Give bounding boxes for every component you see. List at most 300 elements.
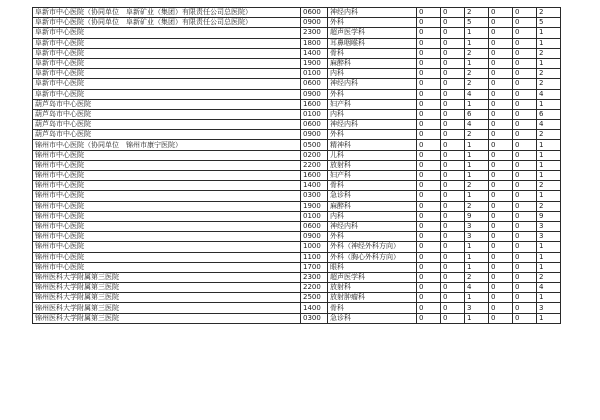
table-row — [33, 150, 561, 160]
table-row — [33, 272, 561, 282]
code-cell: 1400 — [301, 48, 328, 58]
count-cell-4: 0 — [489, 252, 513, 262]
count-cell-6: 3 — [537, 221, 561, 231]
count-cell-1: 0 — [417, 201, 441, 211]
count-cell-5: 0 — [513, 313, 537, 323]
hospital-cell: 锦州医科大学附属第三医院 — [33, 272, 301, 282]
count-cell-2: 0 — [441, 69, 465, 79]
count-cell-1: 0 — [417, 28, 441, 38]
count-cell-6: 1 — [537, 58, 561, 68]
count-cell-5: 0 — [513, 221, 537, 231]
count-cell-3: 1 — [465, 313, 489, 323]
count-cell-2: 0 — [441, 109, 465, 119]
count-cell-3: 1 — [465, 160, 489, 170]
count-cell-5: 0 — [513, 69, 537, 79]
count-cell-3: 3 — [465, 303, 489, 313]
code-cell: 0900 — [301, 232, 328, 242]
count-cell-6: 1 — [537, 140, 561, 150]
specialty-cell: 骨科 — [328, 303, 417, 313]
count-cell-4: 0 — [489, 130, 513, 140]
specialty-cell: 内科 — [328, 109, 417, 119]
hospital-cell: 锦州市中心医院（协同单位 锦州市康宁医院） — [33, 140, 301, 150]
count-cell-5: 0 — [513, 140, 537, 150]
count-cell-1: 0 — [417, 58, 441, 68]
count-cell-2: 0 — [441, 313, 465, 323]
code-cell: 0600 — [301, 120, 328, 130]
count-cell-5: 0 — [513, 242, 537, 252]
specialty-cell: 外科 — [328, 130, 417, 140]
count-cell-3: 1 — [465, 262, 489, 272]
hospital-cell: 阜新市中心医院 — [33, 28, 301, 38]
table-row — [33, 160, 561, 170]
table-row — [33, 313, 561, 323]
specialty-cell: 超声医学科 — [328, 28, 417, 38]
count-cell-3: 1 — [465, 99, 489, 109]
count-cell-3: 2 — [465, 8, 489, 18]
count-cell-5: 0 — [513, 109, 537, 119]
count-cell-5: 0 — [513, 171, 537, 181]
hospital-cell: 锦州市中心医院 — [33, 232, 301, 242]
hospital-cell: 锦州市中心医院 — [33, 201, 301, 211]
count-cell-3: 4 — [465, 120, 489, 130]
specialty-cell: 神经内科 — [328, 79, 417, 89]
count-cell-1: 0 — [417, 120, 441, 130]
count-cell-3: 1 — [465, 191, 489, 201]
count-cell-4: 0 — [489, 242, 513, 252]
table-row — [33, 181, 561, 191]
count-cell-5: 0 — [513, 232, 537, 242]
count-cell-1: 0 — [417, 150, 441, 160]
count-cell-6: 2 — [537, 130, 561, 140]
count-cell-5: 0 — [513, 38, 537, 48]
hospital-cell: 阜新市中心医院 — [33, 58, 301, 68]
count-cell-6: 4 — [537, 283, 561, 293]
specialty-cell: 内科 — [328, 211, 417, 221]
count-cell-6: 2 — [537, 272, 561, 282]
code-cell: 2500 — [301, 293, 328, 303]
hospital-cell: 阜新市中心医院（协同单位 阜新矿业（集团）有限责任公司总医院） — [33, 18, 301, 28]
count-cell-1: 0 — [417, 262, 441, 272]
hospital-cell: 锦州医科大学附属第三医院 — [33, 303, 301, 313]
count-cell-3: 6 — [465, 109, 489, 119]
count-cell-5: 0 — [513, 130, 537, 140]
count-cell-2: 0 — [441, 8, 465, 18]
table-row — [33, 48, 561, 58]
count-cell-6: 5 — [537, 18, 561, 28]
specialty-cell: 神经内科 — [328, 221, 417, 231]
count-cell-6: 4 — [537, 89, 561, 99]
code-cell: 0900 — [301, 89, 328, 99]
table-row — [33, 18, 561, 28]
count-cell-2: 0 — [441, 201, 465, 211]
table-row — [33, 171, 561, 181]
count-cell-4: 0 — [489, 18, 513, 28]
table-row — [33, 99, 561, 109]
hospital-cell: 锦州市中心医院 — [33, 242, 301, 252]
count-cell-5: 0 — [513, 262, 537, 272]
count-cell-5: 0 — [513, 99, 537, 109]
count-cell-1: 0 — [417, 313, 441, 323]
table-row — [33, 293, 561, 303]
count-cell-2: 0 — [441, 252, 465, 262]
count-cell-4: 0 — [489, 313, 513, 323]
count-cell-2: 0 — [441, 18, 465, 28]
count-cell-4: 0 — [489, 109, 513, 119]
count-cell-3: 3 — [465, 221, 489, 231]
code-cell: 1400 — [301, 181, 328, 191]
count-cell-4: 0 — [489, 150, 513, 160]
specialty-cell: 眼科 — [328, 262, 417, 272]
hospital-cell: 锦州医科大学附属第三医院 — [33, 283, 301, 293]
count-cell-4: 0 — [489, 181, 513, 191]
specialty-cell: 神经内科 — [328, 120, 417, 130]
count-cell-6: 6 — [537, 109, 561, 119]
count-cell-4: 0 — [489, 293, 513, 303]
hospital-cell: 葫芦岛市中心医院 — [33, 130, 301, 140]
specialty-cell: 内科 — [328, 69, 417, 79]
count-cell-1: 0 — [417, 140, 441, 150]
count-cell-6: 3 — [537, 303, 561, 313]
count-cell-1: 0 — [417, 89, 441, 99]
count-cell-4: 0 — [489, 201, 513, 211]
code-cell: 0100 — [301, 211, 328, 221]
count-cell-1: 0 — [417, 38, 441, 48]
count-cell-3: 2 — [465, 272, 489, 282]
count-cell-5: 0 — [513, 181, 537, 191]
specialty-cell: 超声医学科 — [328, 272, 417, 282]
count-cell-3: 1 — [465, 38, 489, 48]
count-cell-1: 0 — [417, 191, 441, 201]
code-cell: 0600 — [301, 8, 328, 18]
code-cell: 1600 — [301, 171, 328, 181]
code-cell: 0600 — [301, 221, 328, 231]
code-cell: 1900 — [301, 58, 328, 68]
count-cell-3: 3 — [465, 232, 489, 242]
count-cell-4: 0 — [489, 171, 513, 181]
count-cell-6: 3 — [537, 232, 561, 242]
count-cell-2: 0 — [441, 28, 465, 38]
count-cell-3: 4 — [465, 89, 489, 99]
count-cell-4: 0 — [489, 140, 513, 150]
count-cell-4: 0 — [489, 8, 513, 18]
table-row — [33, 109, 561, 119]
count-cell-6: 1 — [537, 313, 561, 323]
specialty-cell: 骨科 — [328, 181, 417, 191]
hospital-cell: 锦州医科大学附属第三医院 — [33, 293, 301, 303]
code-cell: 0900 — [301, 130, 328, 140]
count-cell-2: 0 — [441, 38, 465, 48]
count-cell-6: 9 — [537, 211, 561, 221]
hospital-cell: 阜新市中心医院 — [33, 69, 301, 79]
count-cell-1: 0 — [417, 252, 441, 262]
quota-sheet — [32, 7, 561, 324]
specialty-cell: 放射科 — [328, 160, 417, 170]
count-cell-1: 0 — [417, 99, 441, 109]
hospital-cell: 锦州市中心医院 — [33, 252, 301, 262]
count-cell-4: 0 — [489, 221, 513, 231]
table-row — [33, 262, 561, 272]
count-cell-4: 0 — [489, 191, 513, 201]
count-cell-1: 0 — [417, 211, 441, 221]
hospital-cell: 阜新市中心医院（协同单位 阜新矿业（集团）有限责任公司总医院） — [33, 8, 301, 18]
code-cell: 0300 — [301, 191, 328, 201]
count-cell-2: 0 — [441, 89, 465, 99]
count-cell-2: 0 — [441, 262, 465, 272]
table-row — [33, 28, 561, 38]
count-cell-2: 0 — [441, 283, 465, 293]
count-cell-2: 0 — [441, 99, 465, 109]
hospital-cell: 锦州市中心医院 — [33, 150, 301, 160]
hospital-cell: 锦州市中心医院 — [33, 211, 301, 221]
count-cell-5: 0 — [513, 211, 537, 221]
count-cell-1: 0 — [417, 293, 441, 303]
count-cell-5: 0 — [513, 272, 537, 282]
count-cell-6: 1 — [537, 99, 561, 109]
count-cell-5: 0 — [513, 283, 537, 293]
count-cell-3: 5 — [465, 18, 489, 28]
count-cell-2: 0 — [441, 181, 465, 191]
count-cell-2: 0 — [441, 293, 465, 303]
count-cell-2: 0 — [441, 140, 465, 150]
specialty-cell: 麻醉科 — [328, 58, 417, 68]
count-cell-1: 0 — [417, 303, 441, 313]
table-row — [33, 120, 561, 130]
count-cell-5: 0 — [513, 160, 537, 170]
count-cell-4: 0 — [489, 48, 513, 58]
count-cell-1: 0 — [417, 79, 441, 89]
table-row — [33, 242, 561, 252]
hospital-cell: 葫芦岛市中心医院 — [33, 99, 301, 109]
quota-table — [32, 7, 561, 324]
table-row — [33, 211, 561, 221]
count-cell-1: 0 — [417, 160, 441, 170]
count-cell-1: 0 — [417, 181, 441, 191]
hospital-cell: 锦州市中心医院 — [33, 181, 301, 191]
table-row — [33, 303, 561, 313]
code-cell: 1400 — [301, 303, 328, 313]
count-cell-3: 1 — [465, 242, 489, 252]
count-cell-5: 0 — [513, 201, 537, 211]
specialty-cell: 儿科 — [328, 150, 417, 160]
specialty-cell: 神经内科 — [328, 8, 417, 18]
count-cell-4: 0 — [489, 303, 513, 313]
table-row — [33, 221, 561, 231]
count-cell-4: 0 — [489, 211, 513, 221]
count-cell-3: 9 — [465, 211, 489, 221]
count-cell-4: 0 — [489, 120, 513, 130]
count-cell-3: 1 — [465, 293, 489, 303]
count-cell-2: 0 — [441, 160, 465, 170]
count-cell-3: 4 — [465, 283, 489, 293]
table-row — [33, 79, 561, 89]
code-cell: 0100 — [301, 109, 328, 119]
specialty-cell: 外科（胸心外科方向） — [328, 252, 417, 262]
specialty-cell: 精神科 — [328, 140, 417, 150]
hospital-cell: 阜新市中心医院 — [33, 89, 301, 99]
count-cell-4: 0 — [489, 272, 513, 282]
hospital-cell: 锦州市中心医院 — [33, 160, 301, 170]
specialty-cell: 外科 — [328, 89, 417, 99]
count-cell-1: 0 — [417, 130, 441, 140]
count-cell-1: 0 — [417, 109, 441, 119]
specialty-cell: 妇产科 — [328, 99, 417, 109]
count-cell-3: 2 — [465, 79, 489, 89]
code-cell: 0300 — [301, 313, 328, 323]
count-cell-1: 0 — [417, 8, 441, 18]
code-cell: 0500 — [301, 140, 328, 150]
code-cell: 0100 — [301, 69, 328, 79]
count-cell-2: 0 — [441, 150, 465, 160]
count-cell-3: 2 — [465, 69, 489, 79]
code-cell: 1700 — [301, 262, 328, 272]
table-row — [33, 283, 561, 293]
count-cell-2: 0 — [441, 120, 465, 130]
hospital-cell: 锦州医科大学附属第三医院 — [33, 313, 301, 323]
count-cell-1: 0 — [417, 272, 441, 282]
table-row — [33, 89, 561, 99]
count-cell-1: 0 — [417, 171, 441, 181]
count-cell-2: 0 — [441, 79, 465, 89]
count-cell-4: 0 — [489, 283, 513, 293]
hospital-cell: 阜新市中心医院 — [33, 48, 301, 58]
count-cell-6: 2 — [537, 201, 561, 211]
count-cell-6: 1 — [537, 160, 561, 170]
count-cell-2: 0 — [441, 48, 465, 58]
count-cell-2: 0 — [441, 242, 465, 252]
count-cell-6: 1 — [537, 262, 561, 272]
count-cell-5: 0 — [513, 58, 537, 68]
quota-table-body — [33, 8, 561, 324]
count-cell-5: 0 — [513, 303, 537, 313]
count-cell-3: 1 — [465, 150, 489, 160]
specialty-cell: 麻醉科 — [328, 201, 417, 211]
count-cell-4: 0 — [489, 232, 513, 242]
table-row — [33, 232, 561, 242]
count-cell-3: 2 — [465, 130, 489, 140]
count-cell-4: 0 — [489, 38, 513, 48]
count-cell-5: 0 — [513, 150, 537, 160]
code-cell: 1100 — [301, 252, 328, 262]
count-cell-3: 2 — [465, 201, 489, 211]
code-cell: 1000 — [301, 242, 328, 252]
code-cell: 1600 — [301, 99, 328, 109]
count-cell-2: 0 — [441, 221, 465, 231]
count-cell-2: 0 — [441, 272, 465, 282]
count-cell-3: 1 — [465, 58, 489, 68]
count-cell-5: 0 — [513, 18, 537, 28]
count-cell-5: 0 — [513, 8, 537, 18]
code-cell: 2200 — [301, 160, 328, 170]
count-cell-4: 0 — [489, 69, 513, 79]
specialty-cell: 急诊科 — [328, 191, 417, 201]
count-cell-6: 2 — [537, 79, 561, 89]
count-cell-2: 0 — [441, 58, 465, 68]
specialty-cell: 急诊科 — [328, 313, 417, 323]
count-cell-6: 1 — [537, 293, 561, 303]
hospital-cell: 阜新市中心医院 — [33, 79, 301, 89]
code-cell: 1800 — [301, 38, 328, 48]
count-cell-4: 0 — [489, 262, 513, 272]
count-cell-4: 0 — [489, 79, 513, 89]
count-cell-4: 0 — [489, 28, 513, 38]
count-cell-6: 1 — [537, 191, 561, 201]
count-cell-5: 0 — [513, 252, 537, 262]
count-cell-1: 0 — [417, 221, 441, 231]
table-row — [33, 69, 561, 79]
table-row — [33, 201, 561, 211]
specialty-cell: 放射科 — [328, 283, 417, 293]
count-cell-4: 0 — [489, 160, 513, 170]
table-row — [33, 8, 561, 18]
table-row — [33, 252, 561, 262]
specialty-cell: 耳鼻咽喉科 — [328, 38, 417, 48]
specialty-cell: 骨科 — [328, 48, 417, 58]
count-cell-5: 0 — [513, 191, 537, 201]
count-cell-2: 0 — [441, 171, 465, 181]
count-cell-3: 2 — [465, 48, 489, 58]
count-cell-2: 0 — [441, 211, 465, 221]
count-cell-1: 0 — [417, 48, 441, 58]
count-cell-1: 0 — [417, 283, 441, 293]
count-cell-2: 0 — [441, 191, 465, 201]
code-cell: 2300 — [301, 272, 328, 282]
table-row — [33, 58, 561, 68]
specialty-cell: 妇产科 — [328, 171, 417, 181]
hospital-cell: 锦州市中心医院 — [33, 221, 301, 231]
count-cell-5: 0 — [513, 293, 537, 303]
count-cell-3: 1 — [465, 252, 489, 262]
count-cell-2: 0 — [441, 303, 465, 313]
hospital-cell: 锦州市中心医院 — [33, 262, 301, 272]
count-cell-6: 1 — [537, 171, 561, 181]
count-cell-2: 0 — [441, 130, 465, 140]
hospital-cell: 阜新市中心医院 — [33, 38, 301, 48]
count-cell-5: 0 — [513, 48, 537, 58]
count-cell-4: 0 — [489, 58, 513, 68]
table-row — [33, 191, 561, 201]
count-cell-3: 2 — [465, 181, 489, 191]
count-cell-1: 0 — [417, 18, 441, 28]
count-cell-6: 1 — [537, 150, 561, 160]
specialty-cell: 放射肿瘤科 — [328, 293, 417, 303]
count-cell-4: 0 — [489, 89, 513, 99]
code-cell: 0600 — [301, 79, 328, 89]
count-cell-1: 0 — [417, 69, 441, 79]
count-cell-6: 2 — [537, 69, 561, 79]
code-cell: 2300 — [301, 28, 328, 38]
count-cell-3: 1 — [465, 28, 489, 38]
count-cell-3: 1 — [465, 140, 489, 150]
count-cell-6: 1 — [537, 242, 561, 252]
table-row — [33, 140, 561, 150]
count-cell-1: 0 — [417, 242, 441, 252]
specialty-cell: 外科 — [328, 18, 417, 28]
count-cell-5: 0 — [513, 120, 537, 130]
hospital-cell: 葫芦岛市中心医院 — [33, 109, 301, 119]
hospital-cell: 锦州市中心医院 — [33, 171, 301, 181]
hospital-cell: 葫芦岛市中心医院 — [33, 120, 301, 130]
count-cell-5: 0 — [513, 28, 537, 38]
count-cell-6: 2 — [537, 181, 561, 191]
code-cell: 0200 — [301, 150, 328, 160]
table-row — [33, 38, 561, 48]
count-cell-3: 1 — [465, 171, 489, 181]
count-cell-5: 0 — [513, 89, 537, 99]
specialty-cell: 外科 — [328, 232, 417, 242]
count-cell-5: 0 — [513, 79, 537, 89]
specialty-cell: 外科（神经外科方向） — [328, 242, 417, 252]
count-cell-6: 1 — [537, 38, 561, 48]
